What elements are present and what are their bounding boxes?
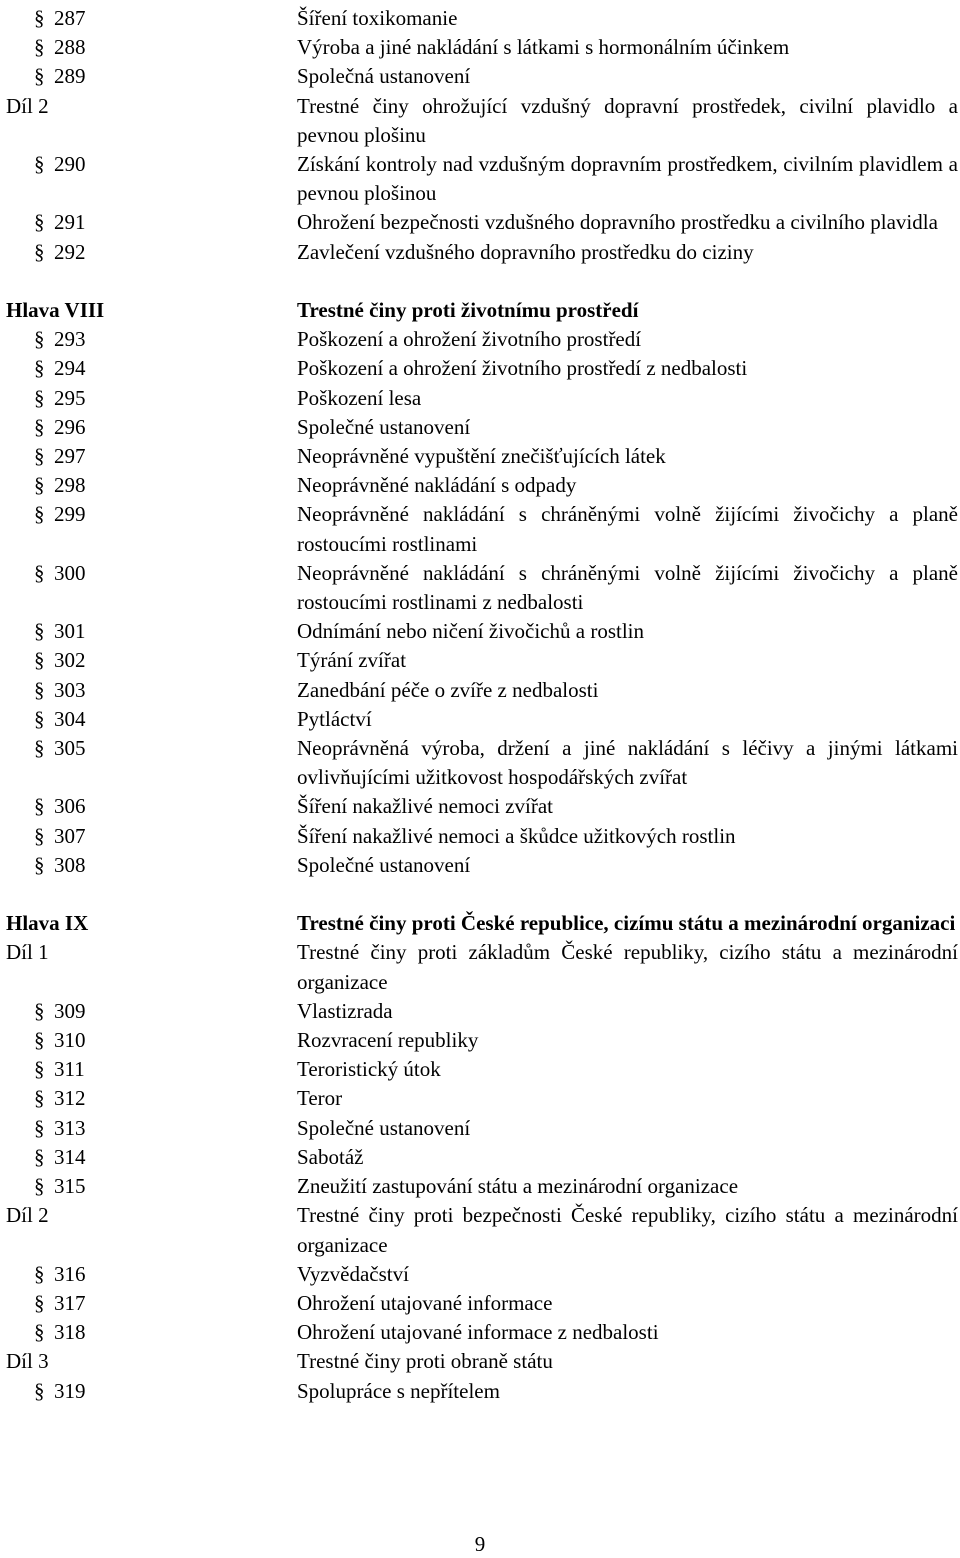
section-symbol: § bbox=[34, 648, 45, 673]
section-label bbox=[6, 851, 297, 880]
section-number: 288 bbox=[54, 35, 86, 60]
section-symbol: § bbox=[34, 152, 45, 177]
section-title: Vyzvědačství bbox=[297, 1261, 409, 1286]
part-label: Díl 3 bbox=[6, 1349, 49, 1374]
section-title: Neoprávněné vypuštění znečišťujících látek bbox=[297, 444, 666, 469]
part-row bbox=[6, 92, 958, 150]
section-label bbox=[6, 559, 297, 617]
section-symbol: § bbox=[34, 1028, 45, 1053]
part-row bbox=[6, 1347, 958, 1376]
section-label bbox=[6, 384, 297, 413]
section-symbol: § bbox=[34, 736, 45, 761]
section-row bbox=[6, 1172, 958, 1201]
section-title: Neoprávněné nakládání s chráněnými volně žijícími živočichy a planě rostoucími rostlinami bbox=[297, 502, 958, 556]
section-title: Rozvracení republiky bbox=[297, 1028, 479, 1053]
section-title: Ohrožení utajované informace bbox=[297, 1290, 553, 1315]
section-symbol: § bbox=[34, 1290, 45, 1315]
section-row bbox=[6, 734, 958, 792]
section-number: 303 bbox=[54, 677, 86, 702]
section-title: Pytláctví bbox=[297, 706, 372, 731]
section-row bbox=[6, 851, 958, 880]
section-row bbox=[6, 413, 958, 442]
part-title: Trestné činy proti základům České republiky, cizího státu a mezinárodní organizace bbox=[297, 940, 958, 994]
section-row bbox=[6, 354, 958, 383]
section-label bbox=[6, 1289, 297, 1318]
section-title: Ohrožení bezpečnosti vzdušného dopravního prostředku a civilního plavidla bbox=[297, 210, 938, 235]
section-row bbox=[6, 822, 958, 851]
section-number: 314 bbox=[54, 1144, 86, 1169]
section-title: Zavlečení vzdušného dopravního prostředku do ciziny bbox=[297, 239, 754, 264]
section-title: Teroristický útok bbox=[297, 1057, 441, 1082]
section-row bbox=[6, 62, 958, 91]
section-row bbox=[6, 325, 958, 354]
section-label bbox=[6, 62, 297, 91]
section-label bbox=[6, 1114, 297, 1143]
section-number: 298 bbox=[54, 473, 86, 498]
section-row bbox=[6, 617, 958, 646]
section-title: Sabotáž bbox=[297, 1144, 364, 1169]
section-row bbox=[6, 384, 958, 413]
section-title: Spolupráce s nepřítelem bbox=[297, 1378, 500, 1403]
section-symbol: § bbox=[34, 210, 45, 235]
section-label bbox=[6, 500, 297, 558]
section-label bbox=[6, 354, 297, 383]
section-label bbox=[6, 617, 297, 646]
section-number: 300 bbox=[54, 560, 86, 585]
section-symbol: § bbox=[34, 1115, 45, 1140]
section-title: Odnímání nebo ničení živočichů a rostlin bbox=[297, 619, 644, 644]
section-label bbox=[6, 792, 297, 821]
section-title: Poškození a ohrožení životního prostředí bbox=[297, 327, 642, 352]
section-row bbox=[6, 238, 958, 267]
part-label: Díl 2 bbox=[6, 93, 49, 118]
section-title: Poškození a ohrožení životního prostředí z nedbalosti bbox=[297, 356, 748, 381]
section-row bbox=[6, 1084, 958, 1113]
section-number: 295 bbox=[54, 385, 86, 410]
section-symbol: § bbox=[34, 35, 45, 60]
section-symbol: § bbox=[34, 852, 45, 877]
section-number: 315 bbox=[54, 1174, 86, 1199]
section-label bbox=[6, 325, 297, 354]
section-number: 308 bbox=[54, 852, 86, 877]
section-row bbox=[6, 500, 958, 558]
section-row bbox=[6, 442, 958, 471]
section-label bbox=[6, 646, 297, 675]
section-row bbox=[6, 1377, 958, 1406]
section-label bbox=[6, 1143, 297, 1172]
section-symbol: § bbox=[34, 794, 45, 819]
section-symbol: § bbox=[34, 1378, 45, 1403]
section-row bbox=[6, 1114, 958, 1143]
section-number: 317 bbox=[54, 1290, 86, 1315]
part-label: Díl 2 bbox=[6, 1203, 49, 1228]
part-title: Trestné činy proti bezpečnosti České republiky, cizího státu a mezinárodní organizace bbox=[297, 1203, 958, 1257]
page-number: 9 bbox=[474, 1532, 486, 1556]
section-title: Společné ustanovení bbox=[297, 852, 471, 877]
section-number: 307 bbox=[54, 823, 86, 848]
section-row bbox=[6, 997, 958, 1026]
section-number: 312 bbox=[54, 1086, 86, 1111]
section-label bbox=[6, 413, 297, 442]
section-number: 297 bbox=[54, 444, 86, 469]
section-title: Šíření toxikomanie bbox=[297, 6, 458, 30]
section-row bbox=[6, 4, 958, 33]
section-number: 305 bbox=[54, 736, 86, 761]
section-number: 294 bbox=[54, 356, 86, 381]
section-symbol: § bbox=[34, 1086, 45, 1111]
section-label bbox=[6, 150, 297, 208]
section-symbol: § bbox=[34, 1320, 45, 1345]
section-number: 313 bbox=[54, 1115, 86, 1140]
section-title: Neoprávněné nakládání s odpady bbox=[297, 473, 577, 498]
section-number: 316 bbox=[54, 1261, 86, 1286]
section-label bbox=[6, 997, 297, 1026]
section-symbol: § bbox=[34, 239, 45, 264]
section-title: Teror bbox=[297, 1086, 343, 1111]
section-title: Poškození lesa bbox=[297, 385, 422, 410]
section-row bbox=[6, 1318, 958, 1347]
section-title: Ohrožení utajované informace z nedbalosti bbox=[297, 1320, 659, 1345]
chapter-label: Hlava IX bbox=[6, 911, 89, 936]
section-label bbox=[6, 208, 297, 237]
section-symbol: § bbox=[34, 385, 45, 410]
section-label bbox=[6, 822, 297, 851]
section-row bbox=[6, 1260, 958, 1289]
section-symbol: § bbox=[34, 64, 45, 89]
section-title: Výroba a jiné nakládání s látkami s hormonálním účinkem bbox=[297, 35, 790, 60]
section-number: 311 bbox=[54, 1057, 85, 1082]
section-title: Neoprávněná výroba, držení a jiné nakládání s léčivy a jinými látkami ovlivňujícími užitkovost hospodářských zvířat bbox=[297, 736, 958, 790]
section-number: 306 bbox=[54, 794, 86, 819]
section-symbol: § bbox=[34, 560, 45, 585]
part-label: Díl 1 bbox=[6, 940, 49, 965]
section-label bbox=[6, 33, 297, 62]
section-row bbox=[6, 1143, 958, 1172]
section-label bbox=[6, 1172, 297, 1201]
part-title: Trestné činy ohrožující vzdušný dopravní prostředek, civilní plavidlo a pevnou plošinu bbox=[297, 93, 958, 147]
section-title: Získání kontroly nad vzdušným dopravním prostředkem, civilním plavidlem a pevnou plošinou bbox=[297, 152, 958, 206]
section-symbol: § bbox=[34, 1261, 45, 1286]
section-row bbox=[6, 559, 958, 617]
section-symbol: § bbox=[34, 1057, 45, 1082]
section-number: 290 bbox=[54, 152, 86, 177]
chapter-title: Trestné činy proti životnímu prostředí bbox=[297, 298, 639, 323]
section-title: Vlastizrada bbox=[297, 998, 393, 1023]
section-title: Šíření nakažlivé nemoci zvířat bbox=[297, 794, 553, 819]
section-number: 296 bbox=[54, 414, 86, 439]
section-title: Společné ustanovení bbox=[297, 414, 471, 439]
section-symbol: § bbox=[34, 502, 45, 527]
section-title: Neoprávněné nakládání s chráněnými volně žijícími živočichy a planě rostoucími rostlinami z nedbalosti bbox=[297, 560, 958, 615]
section-title: Zanedbání péče o zvíře z nedbalosti bbox=[297, 677, 599, 702]
section-row bbox=[6, 1055, 958, 1084]
section-number: 292 bbox=[54, 239, 86, 264]
section-row bbox=[6, 1289, 958, 1318]
section-symbol: § bbox=[34, 473, 45, 498]
section-symbol: § bbox=[34, 677, 45, 702]
section-row bbox=[6, 646, 958, 675]
section-number: 301 bbox=[54, 619, 86, 644]
chapter-heading-row bbox=[6, 909, 958, 938]
section-number: 309 bbox=[54, 998, 86, 1023]
section-title: Společná ustanovení bbox=[297, 64, 471, 89]
chapter-label: Hlava VIII bbox=[6, 298, 105, 323]
section-row bbox=[6, 676, 958, 705]
section-symbol: § bbox=[34, 6, 45, 30]
section-label bbox=[6, 238, 297, 267]
section-row bbox=[6, 1026, 958, 1055]
section-row bbox=[6, 150, 958, 208]
section-number: 291 bbox=[54, 210, 86, 235]
section-row bbox=[6, 33, 958, 62]
section-number: 319 bbox=[54, 1378, 86, 1403]
section-symbol: § bbox=[34, 327, 45, 352]
section-symbol: § bbox=[34, 1144, 45, 1169]
section-label bbox=[6, 1055, 297, 1084]
section-symbol: § bbox=[34, 998, 45, 1023]
part-title: Trestné činy proti obraně státu bbox=[297, 1349, 553, 1374]
section-symbol: § bbox=[34, 1174, 45, 1199]
part-row bbox=[6, 1201, 958, 1259]
section-label bbox=[6, 1260, 297, 1289]
section-number: 302 bbox=[54, 648, 86, 673]
section-symbol: § bbox=[34, 414, 45, 439]
section-label bbox=[6, 676, 297, 705]
section-symbol: § bbox=[34, 706, 45, 731]
section-label bbox=[6, 442, 297, 471]
part-row bbox=[6, 938, 958, 996]
section-label bbox=[6, 734, 297, 792]
section-number: 287 bbox=[54, 6, 86, 30]
section-number: 318 bbox=[54, 1320, 86, 1345]
section-number: 310 bbox=[54, 1028, 86, 1053]
section-number: 304 bbox=[54, 706, 86, 731]
section-row bbox=[6, 705, 958, 734]
chapter-heading-row bbox=[6, 296, 958, 325]
chapter-title: Trestné činy proti České republice, cizímu státu a mezinárodní organizaci bbox=[297, 911, 956, 936]
section-title: Týrání zvířat bbox=[297, 648, 407, 673]
section-symbol: § bbox=[34, 444, 45, 469]
section-label bbox=[6, 705, 297, 734]
section-title: Zneužití zastupování státu a mezinárodní organizace bbox=[297, 1174, 739, 1199]
section-symbol: § bbox=[34, 356, 45, 381]
section-label bbox=[6, 1377, 297, 1406]
section-label bbox=[6, 1026, 297, 1055]
contents-list bbox=[6, 4, 958, 1406]
section-label bbox=[6, 1084, 297, 1113]
section-row bbox=[6, 471, 958, 500]
section-number: 289 bbox=[54, 64, 86, 89]
section-symbol: § bbox=[34, 823, 45, 848]
section-title: Šíření nakažlivé nemoci a škůdce užitkových rostlin bbox=[297, 823, 736, 848]
section-row bbox=[6, 208, 958, 237]
section-label bbox=[6, 1318, 297, 1347]
section-number: 299 bbox=[54, 502, 86, 527]
section-symbol: § bbox=[34, 619, 45, 644]
section-label bbox=[6, 471, 297, 500]
section-title: Společné ustanovení bbox=[297, 1115, 471, 1140]
section-number: 293 bbox=[54, 327, 86, 352]
section-label bbox=[6, 4, 297, 33]
section-row bbox=[6, 792, 958, 821]
